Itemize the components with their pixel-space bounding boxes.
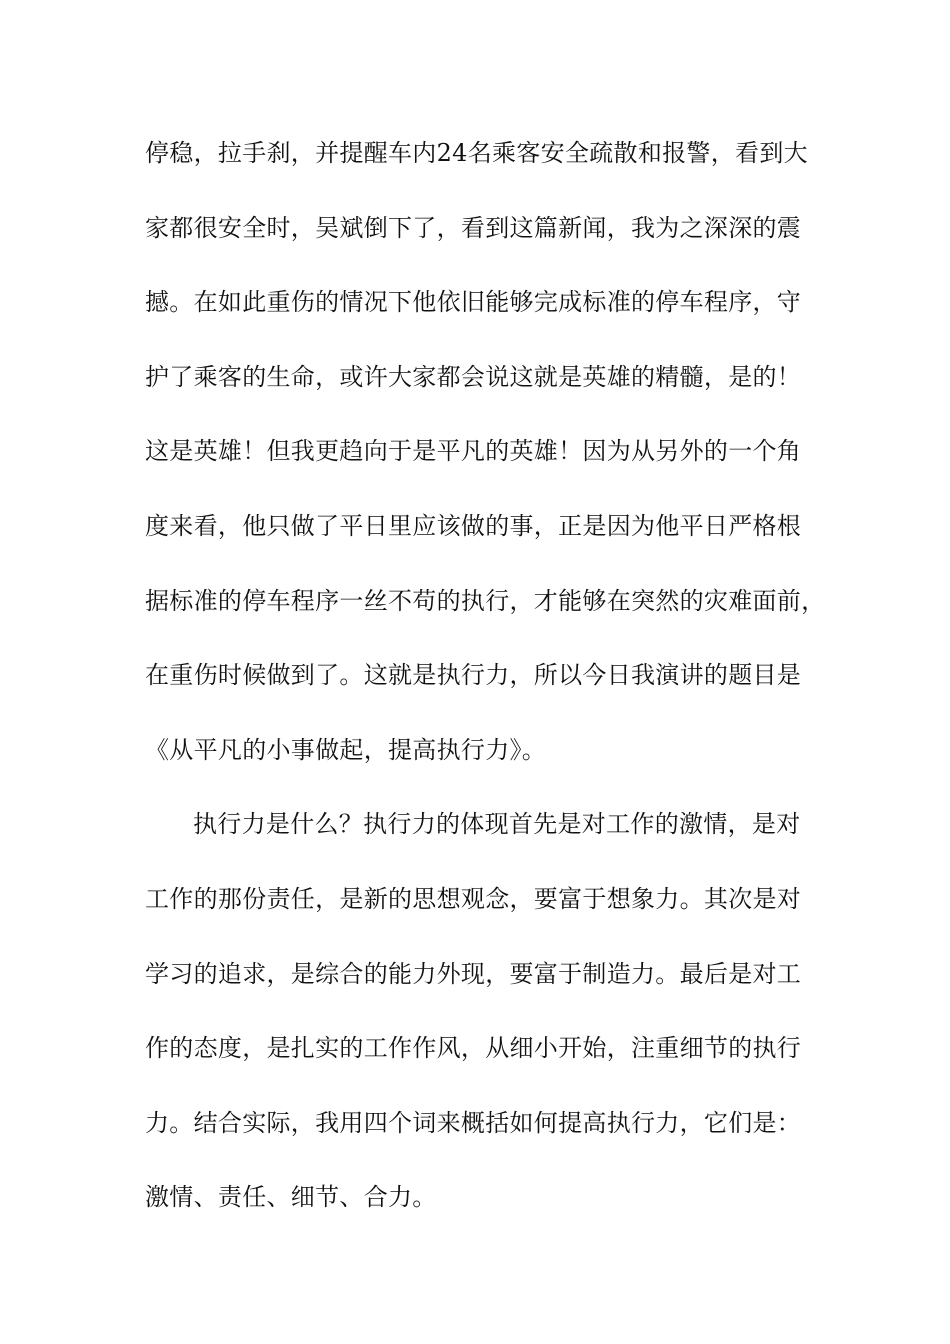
text-line: 在重伤时候做到了。这就是执行力，所以今日我演讲的题目是 — [145, 661, 802, 690]
text-line: 据标准的停车程序一丝不苟的执行，才能够在突然的灾难面前， — [145, 586, 826, 615]
text-line: 撼。在如此重伤的情况下他依旧能够完成标准的停车程序，守 — [145, 288, 802, 317]
text-line: 度来看，他只做了平日里应该做的事，正是因为他平日严格根 — [145, 511, 802, 540]
text-line: 家都很安全时，吴斌倒下了，看到这篇新闻，我为之深深的震 — [145, 213, 802, 242]
text-line: 学习的追求，是综合的能力外现，要富于制造力。最后是对工 — [145, 959, 802, 988]
text-line: 停稳，拉手刹，并提醒车内24名乘客安全疏散和报警，看到大 — [145, 139, 808, 167]
body-text — [145, 116, 825, 1235]
text-line: 激情、责任、细节、合力。 — [145, 1183, 437, 1212]
text-line: 工作的那份责任，是新的思想观念，要富于想象力。其次是对 — [145, 884, 802, 913]
paragraph-first-line: 执行力是什么？执行力的体现首先是对工作的激情，是对 — [193, 810, 801, 839]
text-line: 力。结合实际，我用四个词来概括如何提高执行力，它们是： — [145, 1108, 802, 1137]
text-line: 护了乘客的生命，或许大家都会说这就是英雄的精髓，是的！ — [145, 362, 802, 391]
text-line: 这是英雄！但我更趋向于是平凡的英雄！因为从另外的一个角 — [145, 437, 802, 466]
text-line: 《从平凡的小事做起，提高执行力》。 — [145, 735, 547, 764]
text-line: 作的态度，是扎实的工作作风，从细小开始，注重细节的执行 — [145, 1034, 802, 1063]
